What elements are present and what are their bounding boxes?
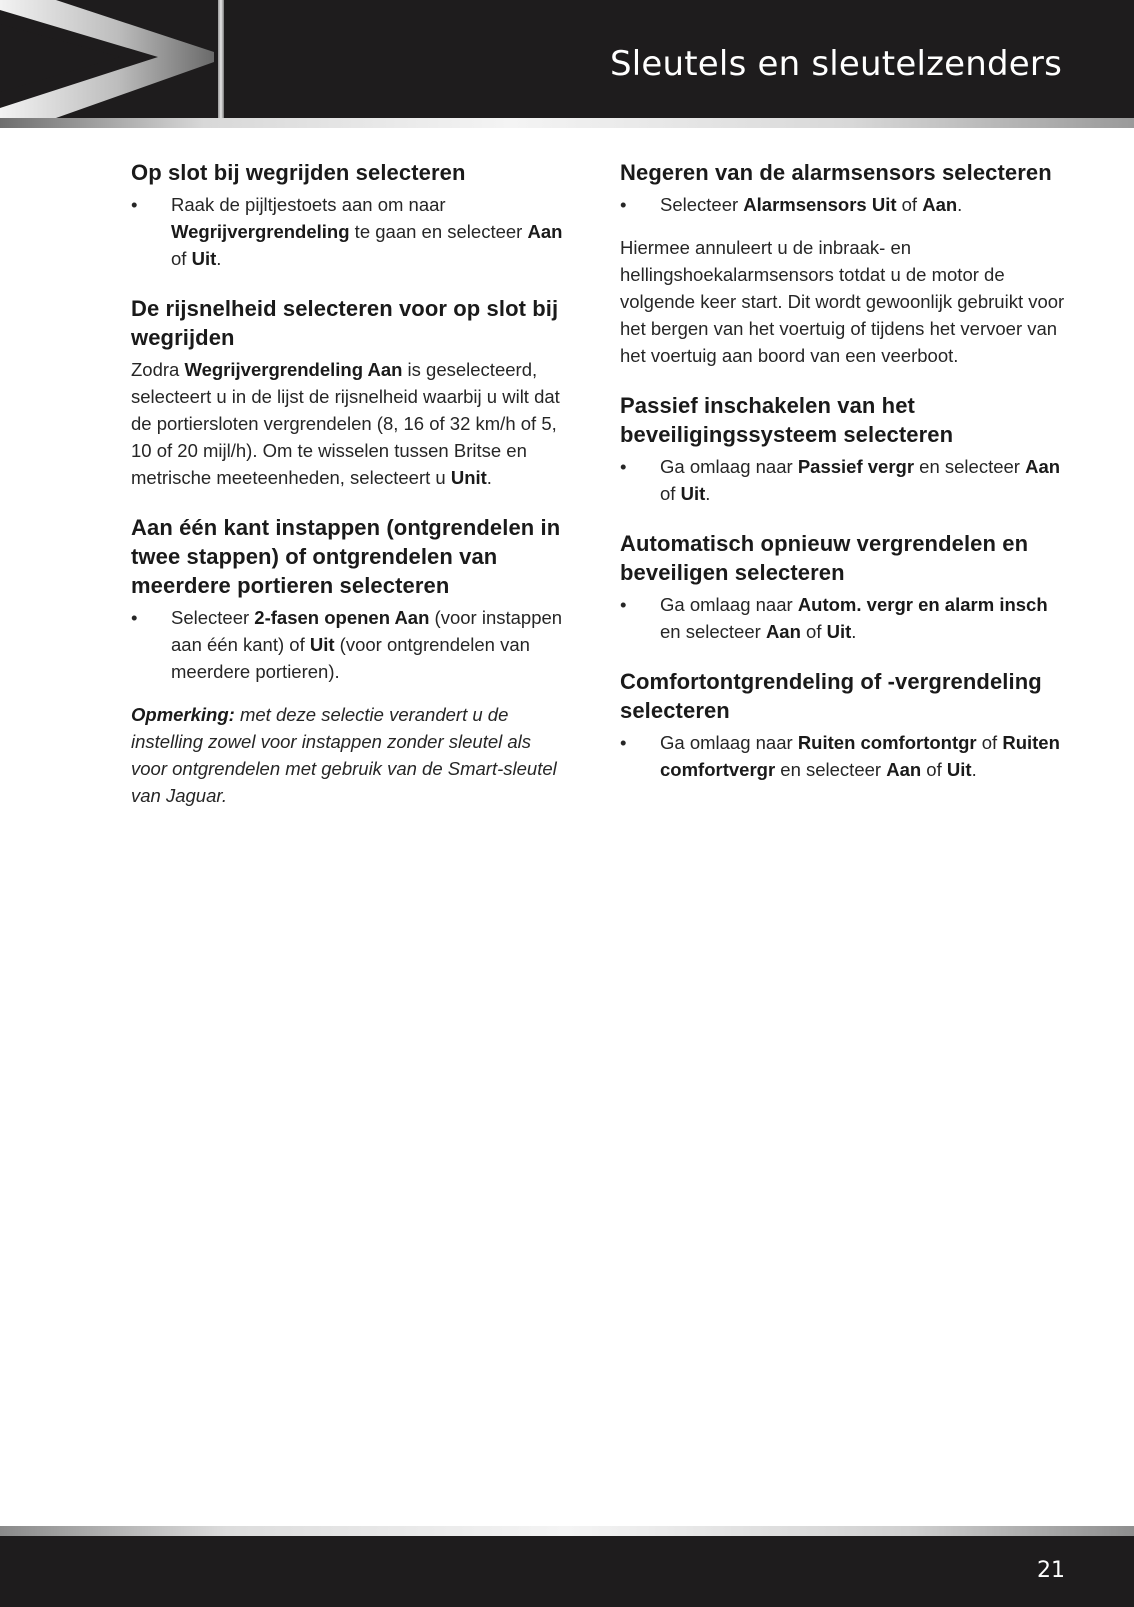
- option-value: Aan: [765, 621, 801, 642]
- note-label: Opmerking:: [131, 704, 235, 725]
- bullet-list: [131, 191, 571, 272]
- header-stripe: [0, 118, 1134, 128]
- bullet-list: [620, 453, 1068, 507]
- section-heading-alarm-sensors: Negeren van de alarmsensors selecteren: [620, 160, 1052, 185]
- text: .: [971, 759, 977, 780]
- text: of: [976, 732, 1003, 753]
- text: .: [957, 194, 963, 215]
- option-name: Wegrijvergrendeling Aan: [184, 359, 403, 380]
- bullet-list: [131, 604, 571, 685]
- section-heading-lock-on-drive: Op slot bij wegrijden selecteren: [131, 160, 466, 185]
- option-name: Unit: [450, 467, 487, 488]
- text: en selecteer: [775, 759, 887, 780]
- section-heading-passive-arming: Passief inschakelen van het beveiligingssysteem selecteren: [620, 393, 954, 447]
- section-heading-single-entry: Aan één kant instappen (ontgrendelen in twee stappen) of ontgrendelen van meerdere portieren selecteren: [131, 515, 561, 598]
- list-item: [620, 191, 1068, 218]
- option-value: Aan: [1025, 456, 1061, 477]
- text: Ga omlaag naar: [660, 732, 798, 753]
- page-number: 21: [1037, 1558, 1065, 1583]
- option-value: Uit: [191, 248, 217, 269]
- text: .: [705, 483, 711, 504]
- option-value: Uit: [826, 621, 852, 642]
- bullet-list: [620, 591, 1068, 645]
- page-footer: [0, 1536, 1134, 1607]
- page-header: [0, 0, 1134, 118]
- paragraph: Hiermee annuleert u de inbraak- en hellingshoekalarmsensors totdat u de motor de volgende keer start. Dit wordt gewoonlijk gebruikt voor het bergen van het voertuig of tijdens het vervoer van het voertuig aan boord van een veerboot.: [620, 237, 1065, 366]
- text: .: [486, 467, 492, 488]
- right-column: [620, 158, 1068, 799]
- text: Zodra: [131, 359, 185, 380]
- text: .: [216, 248, 222, 269]
- left-column: [131, 158, 571, 823]
- option-value: Aan: [527, 221, 563, 242]
- text: .: [851, 621, 857, 642]
- option-name: Autom. vergr en alarm insch: [797, 594, 1048, 615]
- section-heading-drive-speed: De rijsnelheid selecteren voor op slot bij wegrijden: [131, 296, 559, 350]
- text: is geselecteerd, selecteert u in de lijst de rijsnelheid waarbij u wilt dat de portiersloten vergrendelen (8, 16 of 32 km/h of 5, 10 of 20 mijl/h). Om te wisselen tussen Britse en metrische meeteenheden, selecteert u: [131, 359, 560, 488]
- text: Raak de pijltjestoets aan om naar: [171, 194, 446, 215]
- page-title: Sleutels en sleutelzenders: [609, 44, 1062, 84]
- chevron-logo-graphic: [0, 0, 240, 118]
- text: Selecteer: [660, 194, 744, 215]
- footer-stripe: [0, 1526, 1134, 1536]
- list-item: [131, 604, 571, 685]
- text: of: [896, 194, 923, 215]
- list-item: [620, 729, 1068, 783]
- text: en selecteer: [914, 456, 1026, 477]
- text: Selecteer: [171, 607, 255, 628]
- text: of: [921, 759, 947, 780]
- text: te gaan en selecteer: [349, 221, 528, 242]
- note: [131, 701, 571, 809]
- section-heading-comfort-locking: Comfortontgrendeling of -vergrendeling selecteren: [620, 669, 1042, 723]
- list-item: [620, 591, 1068, 645]
- text: en selecteer: [660, 621, 766, 642]
- section-heading-auto-relock: Automatisch opnieuw vergrendelen en beveiligen selecteren: [620, 531, 1029, 585]
- option-value: Uit: [680, 483, 706, 504]
- bullet-list: [620, 729, 1068, 783]
- option-value: Uit: [946, 759, 972, 780]
- option-value: Aan: [922, 194, 958, 215]
- option-name: Alarmsensors Uit: [743, 194, 897, 215]
- option-name: Ruiten comfortontgr: [797, 732, 977, 753]
- option-name: Passief vergr: [797, 456, 915, 477]
- list-item: [131, 191, 571, 272]
- list-item: [620, 453, 1068, 507]
- note-text: met deze selectie verandert u de instelling zowel voor instappen zonder sleutel als voor ontgrendelen met gebruik van de Smart-sleutel van Jaguar.: [131, 704, 557, 806]
- bullet-list: [620, 191, 1068, 218]
- text: (voor ontgrendelen van meerdere portieren).: [171, 634, 530, 682]
- option-name: 2-fasen openen Aan: [254, 607, 430, 628]
- text: (voor instappen aan één kant) of: [171, 607, 563, 655]
- text: Ga omlaag naar: [660, 594, 798, 615]
- text: Ga omlaag naar: [660, 456, 798, 477]
- option-name: Ruiten comfortvergr: [660, 732, 1060, 780]
- option-value: Aan: [886, 759, 922, 780]
- option-value: Uit: [309, 634, 335, 655]
- text: of: [660, 483, 681, 504]
- paragraph: [131, 356, 571, 491]
- text: of: [171, 248, 192, 269]
- text: of: [800, 621, 827, 642]
- option-name: Wegrijvergrendeling: [171, 221, 350, 242]
